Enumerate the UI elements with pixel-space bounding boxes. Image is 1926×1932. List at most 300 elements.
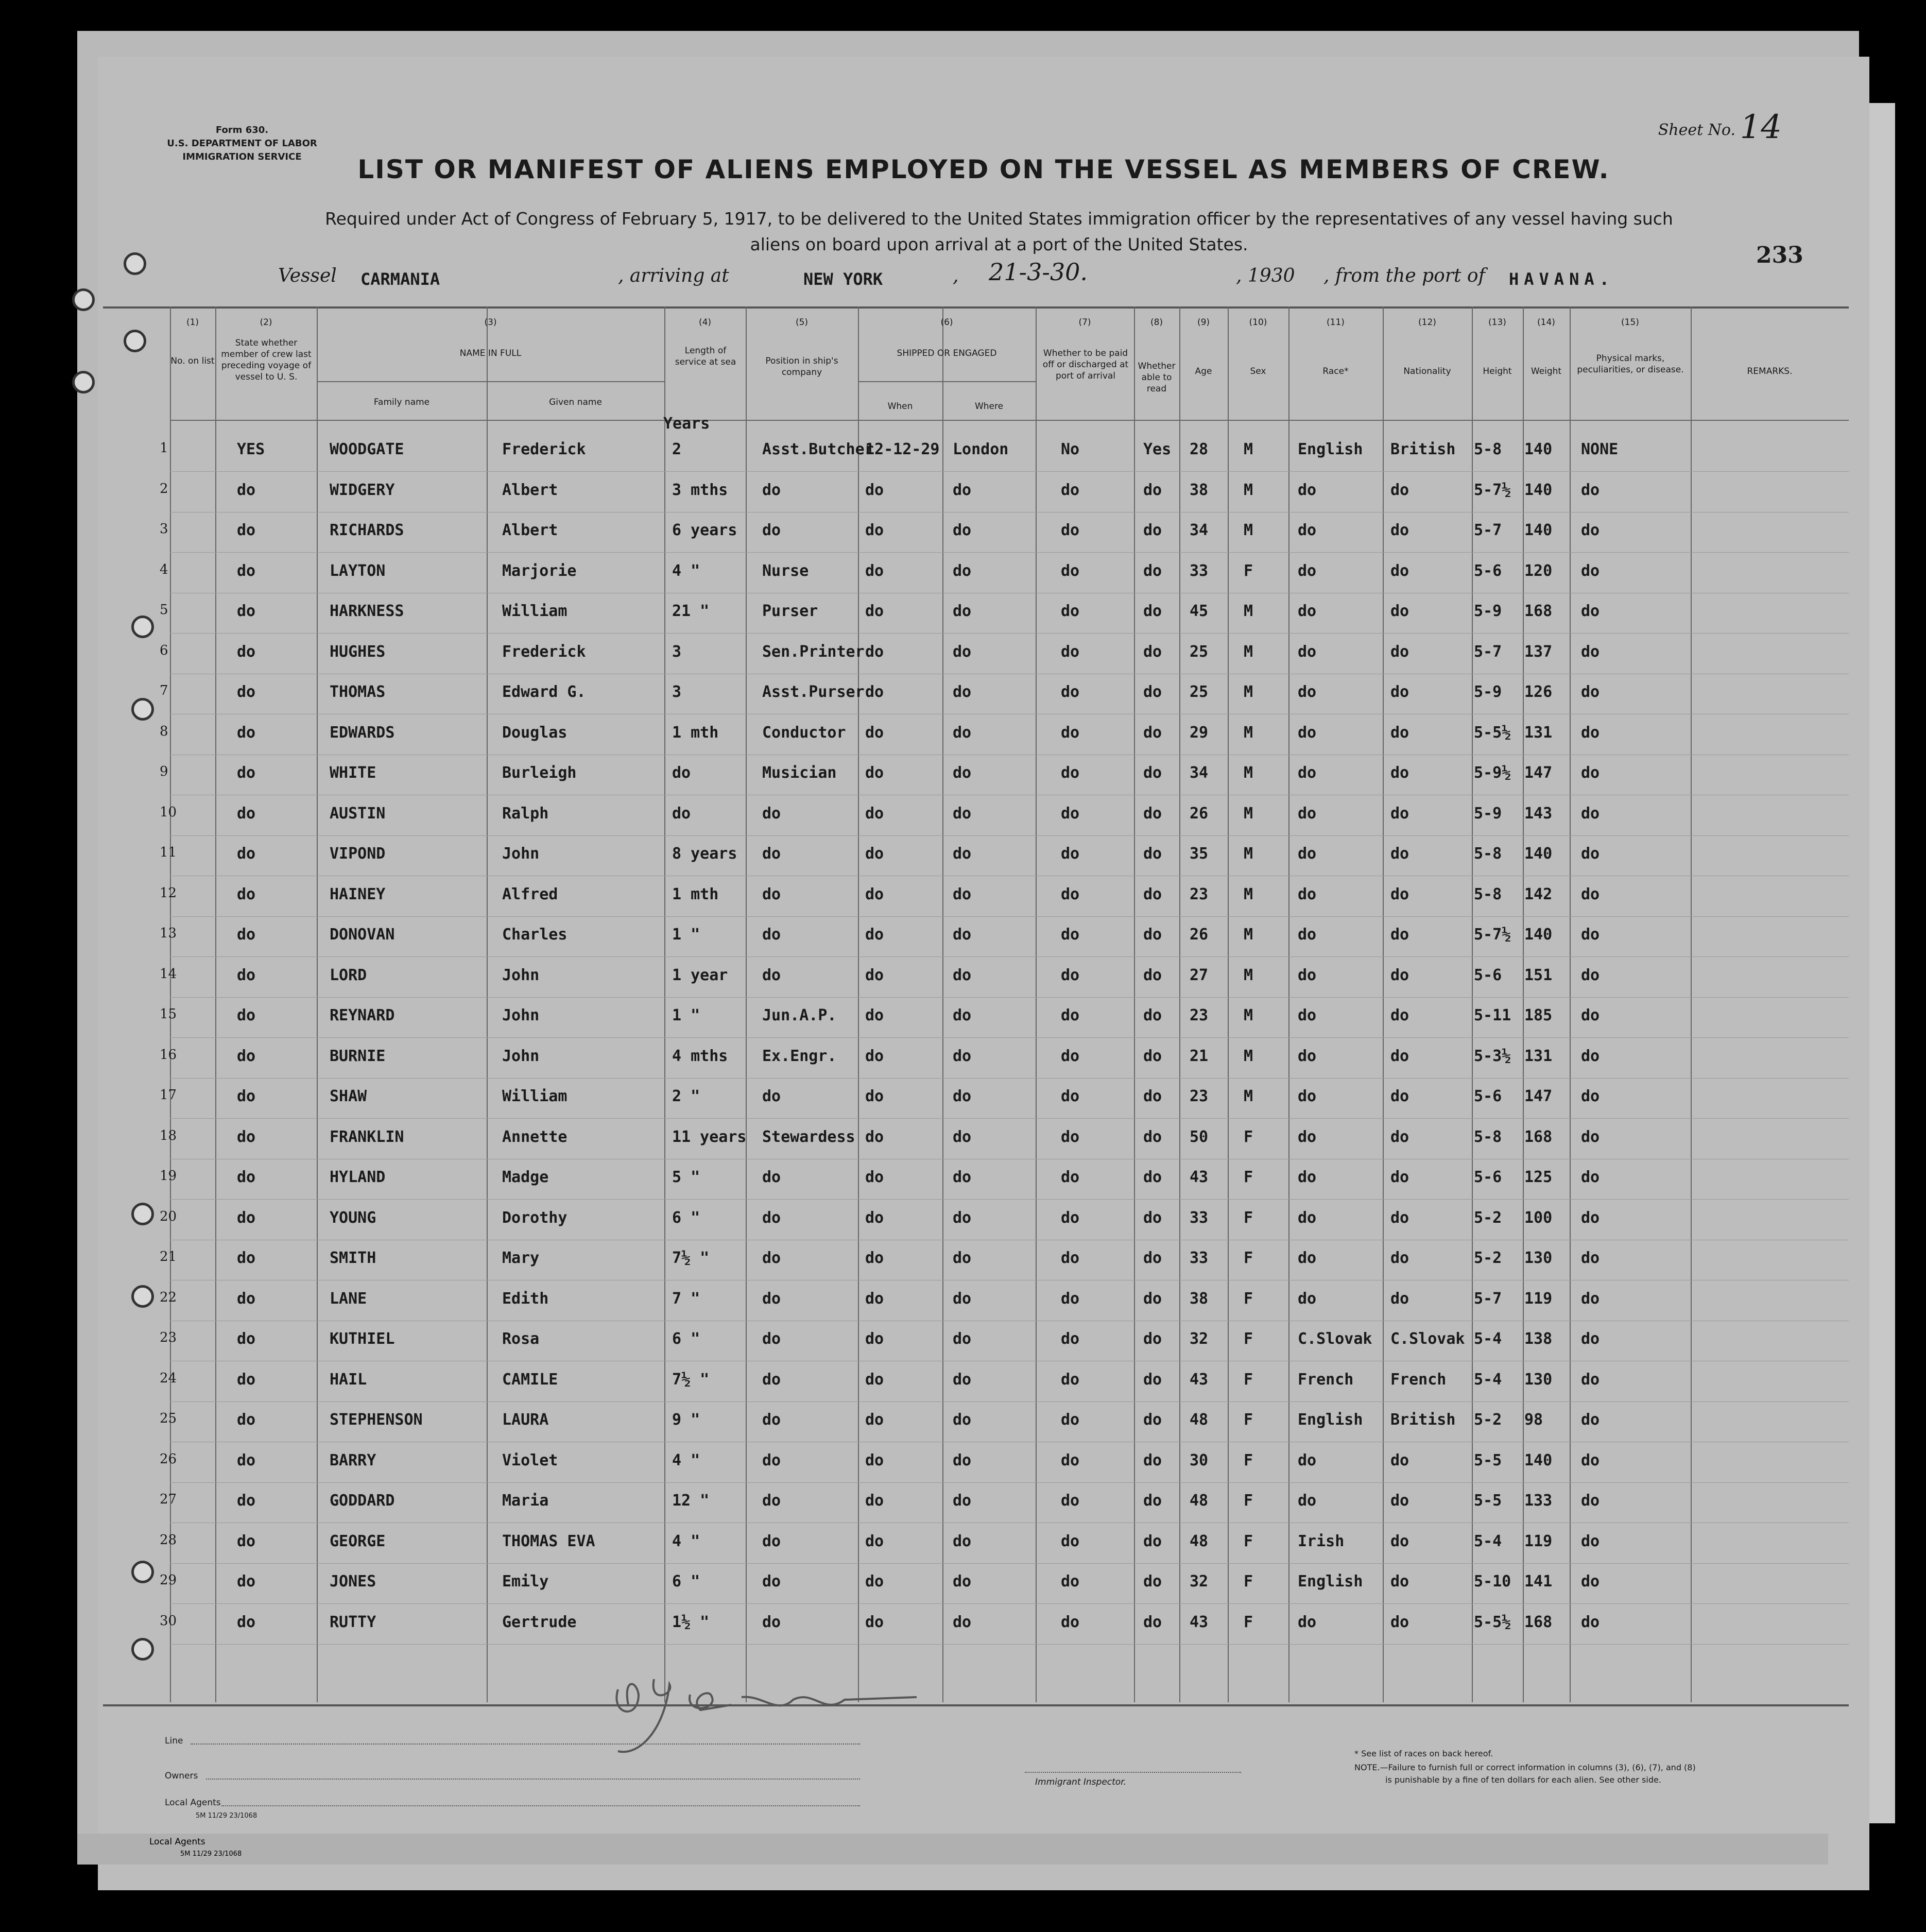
position: do bbox=[762, 804, 781, 823]
able-to-read: do bbox=[1143, 845, 1162, 863]
family-name: BARRY bbox=[330, 1451, 376, 1469]
race: French bbox=[1298, 1370, 1354, 1389]
height: 5-2 bbox=[1474, 1208, 1502, 1227]
position: Asst.Butcher bbox=[762, 440, 874, 458]
race: do bbox=[1298, 926, 1317, 944]
family-name: GODDARD bbox=[330, 1492, 395, 1510]
shipped-where: do bbox=[953, 1330, 972, 1348]
sex: M bbox=[1244, 1006, 1253, 1024]
able-to-read: do bbox=[1143, 1451, 1162, 1469]
comma: , bbox=[953, 265, 959, 286]
shipped-where: do bbox=[953, 1249, 972, 1267]
page-title: LIST OR MANIFEST OF ALIENS EMPLOYED ON THE VESSEL AS MEMBERS OF CREW. bbox=[357, 155, 1610, 184]
weight: 140 bbox=[1524, 845, 1553, 863]
row-number: 16 bbox=[160, 1047, 177, 1063]
age: 48 bbox=[1190, 1411, 1209, 1429]
shipped-where: do bbox=[953, 683, 972, 701]
physical-marks: do bbox=[1581, 561, 1600, 580]
position: do bbox=[762, 1411, 781, 1429]
shipped-where: do bbox=[953, 1451, 972, 1469]
weight: 151 bbox=[1524, 966, 1553, 984]
paid-off: do bbox=[1061, 1411, 1080, 1429]
row-rule bbox=[170, 1482, 1849, 1483]
given-name: Violet bbox=[502, 1451, 558, 1469]
nationality: do bbox=[1390, 885, 1409, 903]
physical-marks: do bbox=[1581, 1572, 1600, 1591]
member-status: do bbox=[237, 1047, 256, 1065]
nationality: do bbox=[1390, 1249, 1409, 1267]
table-row bbox=[98, 845, 1869, 886]
shipped-where: do bbox=[953, 1168, 972, 1186]
physical-marks: do bbox=[1581, 1492, 1600, 1510]
given-name: Albert bbox=[502, 521, 558, 539]
length-of-service: 7 " bbox=[672, 1289, 700, 1308]
age: 35 bbox=[1190, 845, 1209, 863]
position: do bbox=[762, 1289, 781, 1308]
owners-label: Owners bbox=[165, 1771, 198, 1781]
able-to-read: do bbox=[1143, 1208, 1162, 1227]
paid-off: do bbox=[1061, 885, 1080, 903]
given-name: William bbox=[502, 602, 568, 620]
physical-marks: do bbox=[1581, 1087, 1600, 1105]
member-status: do bbox=[237, 764, 256, 782]
race: English bbox=[1298, 440, 1363, 458]
row-number: 20 bbox=[160, 1208, 177, 1224]
table-row bbox=[98, 1451, 1869, 1493]
paid-off: do bbox=[1061, 764, 1080, 782]
row-rule bbox=[170, 1037, 1849, 1038]
row-number: 5 bbox=[160, 602, 168, 618]
length-of-service: 21 " bbox=[672, 602, 710, 620]
weight: 126 bbox=[1524, 683, 1553, 701]
position: do bbox=[762, 845, 781, 863]
paid-off: do bbox=[1061, 1127, 1080, 1146]
shipped-where: do bbox=[953, 642, 972, 661]
age: 33 bbox=[1190, 1249, 1209, 1267]
paid-off: do bbox=[1061, 845, 1080, 863]
line-field bbox=[191, 1743, 860, 1745]
nationality: do bbox=[1390, 926, 1409, 944]
race: do bbox=[1298, 1208, 1317, 1227]
physical-marks: do bbox=[1581, 481, 1600, 499]
paid-off: do bbox=[1061, 1208, 1080, 1227]
row-number: 12 bbox=[160, 885, 177, 901]
given-name: William bbox=[502, 1087, 568, 1105]
sex: M bbox=[1244, 764, 1253, 782]
able-to-read: do bbox=[1143, 1532, 1162, 1550]
physical-marks: do bbox=[1581, 1208, 1600, 1227]
physical-marks: NONE bbox=[1581, 440, 1619, 458]
height: 5-8 bbox=[1474, 845, 1502, 863]
position: Conductor bbox=[762, 723, 846, 742]
height: 5-9 bbox=[1474, 683, 1502, 701]
paid-off: do bbox=[1061, 481, 1080, 499]
header-when: When bbox=[887, 401, 913, 412]
given-name: John bbox=[502, 966, 540, 984]
paid-off: do bbox=[1061, 1249, 1080, 1267]
nationality: do bbox=[1390, 966, 1409, 984]
paid-off: No bbox=[1061, 440, 1080, 458]
shipped-where: do bbox=[953, 1613, 972, 1631]
nationality: do bbox=[1390, 521, 1409, 539]
weight: 120 bbox=[1524, 561, 1553, 580]
age: 23 bbox=[1190, 1006, 1209, 1024]
shipped-when: do bbox=[865, 1289, 884, 1308]
row-rule bbox=[170, 1644, 1849, 1645]
table-row bbox=[98, 1290, 1869, 1331]
able-to-read: do bbox=[1143, 1168, 1162, 1186]
race: do bbox=[1298, 1127, 1317, 1146]
row-rule bbox=[170, 997, 1849, 998]
length-of-service: 1 " bbox=[672, 926, 700, 944]
table-row bbox=[98, 1330, 1869, 1371]
height: 5-8 bbox=[1474, 1127, 1502, 1146]
position: Jun.A.P. bbox=[762, 1006, 837, 1024]
given-name: Albert bbox=[502, 481, 558, 499]
age: 33 bbox=[1190, 561, 1209, 580]
physical-marks: do bbox=[1581, 1411, 1600, 1429]
length-of-service: 7½ " bbox=[672, 1249, 710, 1267]
given-name: Rosa bbox=[502, 1330, 540, 1348]
sex: M bbox=[1244, 683, 1253, 701]
given-name: CAMILE bbox=[502, 1370, 558, 1389]
note-line-1: NOTE.—Failure to furnish full or correct information in columns (3), (6), (7), and (8) bbox=[1354, 1763, 1696, 1772]
table-row bbox=[98, 885, 1869, 927]
weight: 185 bbox=[1524, 1006, 1553, 1024]
physical-marks: do bbox=[1581, 521, 1600, 539]
column-number: (14) bbox=[1537, 317, 1555, 328]
shipped-when: do bbox=[865, 1451, 884, 1469]
height: 5-10 bbox=[1474, 1572, 1511, 1591]
position: do bbox=[762, 1572, 781, 1591]
race: do bbox=[1298, 1168, 1317, 1186]
punch-hole bbox=[124, 252, 146, 275]
paid-off: do bbox=[1061, 1492, 1080, 1510]
sex: M bbox=[1244, 1087, 1253, 1105]
shipped-when: do bbox=[865, 1006, 884, 1024]
shipped-where: do bbox=[953, 481, 972, 499]
nationality: do bbox=[1390, 1572, 1409, 1591]
member-status: do bbox=[237, 885, 256, 903]
family-name: REYNARD bbox=[330, 1006, 395, 1024]
age: 25 bbox=[1190, 683, 1209, 701]
position: Sen.Printer bbox=[762, 642, 865, 661]
nationality: French bbox=[1390, 1370, 1447, 1389]
nationality: do bbox=[1390, 845, 1409, 863]
header-physical-marks: Physical marks, peculiarities, or disease. bbox=[1577, 353, 1684, 375]
table-row bbox=[98, 521, 1869, 562]
family-name: BURNIE bbox=[330, 1047, 386, 1065]
weight: 140 bbox=[1524, 440, 1553, 458]
vessel-name: CARMANIA bbox=[360, 269, 440, 289]
position: do bbox=[762, 1532, 781, 1550]
shipped-where: do bbox=[953, 1411, 972, 1429]
shipped-when: do bbox=[865, 521, 884, 539]
family-name: HYLAND bbox=[330, 1168, 386, 1186]
row-number: 7 bbox=[160, 683, 168, 698]
column-number: (1) bbox=[186, 317, 199, 328]
height: 5-7½ bbox=[1474, 481, 1511, 499]
age: 25 bbox=[1190, 642, 1209, 661]
nationality: C.Slovak bbox=[1390, 1330, 1465, 1348]
nationality: do bbox=[1390, 723, 1409, 742]
nationality: do bbox=[1390, 804, 1409, 823]
nationality: British bbox=[1390, 1411, 1456, 1429]
paid-off: do bbox=[1061, 1613, 1080, 1631]
sex: M bbox=[1244, 481, 1253, 499]
row-number: 26 bbox=[160, 1451, 177, 1467]
name-subheader-rule bbox=[317, 381, 664, 382]
sex: M bbox=[1244, 723, 1253, 742]
sex: F bbox=[1244, 1451, 1253, 1469]
row-number: 2 bbox=[160, 481, 168, 497]
table-row bbox=[98, 602, 1869, 643]
age: 30 bbox=[1190, 1451, 1209, 1469]
age: 29 bbox=[1190, 723, 1209, 742]
member-status: do bbox=[237, 481, 256, 499]
physical-marks: do bbox=[1581, 642, 1600, 661]
member-status: do bbox=[237, 804, 256, 823]
row-number: 25 bbox=[160, 1411, 177, 1426]
sex: M bbox=[1244, 642, 1253, 661]
table-row bbox=[98, 1572, 1869, 1614]
length-of-service: 1 year bbox=[672, 966, 728, 984]
position: do bbox=[762, 885, 781, 903]
family-name: AUSTIN bbox=[330, 804, 386, 823]
record-code: 233 bbox=[1756, 242, 1803, 268]
weight: 131 bbox=[1524, 723, 1553, 742]
shipped-where: do bbox=[953, 602, 972, 620]
sex: F bbox=[1244, 1330, 1253, 1348]
local-agents-field bbox=[221, 1805, 860, 1806]
age: 23 bbox=[1190, 1087, 1209, 1105]
shipped-when: do bbox=[865, 885, 884, 903]
race: do bbox=[1298, 1451, 1317, 1469]
weight: 125 bbox=[1524, 1168, 1553, 1186]
shipped-when: do bbox=[865, 1370, 884, 1389]
row-rule bbox=[170, 1563, 1849, 1564]
physical-marks: do bbox=[1581, 683, 1600, 701]
position: Stewardess bbox=[762, 1127, 855, 1146]
shipped-when: do bbox=[865, 1492, 884, 1510]
header-height: Height bbox=[1483, 366, 1512, 377]
sheet-number-label: Sheet No. bbox=[1658, 121, 1735, 139]
length-of-service: 2 bbox=[672, 440, 682, 458]
race: do bbox=[1298, 885, 1317, 903]
punch-hole bbox=[72, 371, 95, 394]
sex: M bbox=[1244, 845, 1253, 863]
member-status: do bbox=[237, 521, 256, 539]
inspector-label: Immigrant Inspector. bbox=[1035, 1777, 1127, 1787]
table-row bbox=[98, 1128, 1869, 1169]
nationality: do bbox=[1390, 764, 1409, 782]
family-name: DONOVAN bbox=[330, 926, 395, 944]
weight: 147 bbox=[1524, 764, 1553, 782]
weight: 130 bbox=[1524, 1249, 1553, 1267]
weight: 138 bbox=[1524, 1330, 1553, 1348]
weight: 140 bbox=[1524, 926, 1553, 944]
inspector-signature bbox=[608, 1659, 937, 1762]
shipped-where: do bbox=[953, 804, 972, 823]
able-to-read: do bbox=[1143, 1047, 1162, 1065]
race: do bbox=[1298, 561, 1317, 580]
physical-marks: do bbox=[1581, 845, 1600, 863]
height: 5-7 bbox=[1474, 1289, 1502, 1308]
paid-off: do bbox=[1061, 1006, 1080, 1024]
age: 23 bbox=[1190, 885, 1209, 903]
shipped-when: do bbox=[865, 764, 884, 782]
given-name: John bbox=[502, 1006, 540, 1024]
shipped-when: do bbox=[865, 845, 884, 863]
member-status: do bbox=[237, 602, 256, 620]
sex: F bbox=[1244, 1370, 1253, 1389]
table-row bbox=[98, 926, 1869, 967]
length-of-service: 7½ " bbox=[672, 1370, 710, 1389]
race: do bbox=[1298, 966, 1317, 984]
print-code: 5M 11/29 23/1068 bbox=[196, 1812, 257, 1820]
sheet-number: 14 bbox=[1740, 108, 1782, 146]
table-row bbox=[98, 562, 1869, 603]
height: 5-4 bbox=[1474, 1532, 1502, 1550]
header-family-name: Family name bbox=[373, 397, 430, 407]
height: 5-7 bbox=[1474, 521, 1502, 539]
vessel-line bbox=[278, 258, 1772, 296]
paid-off: do bbox=[1061, 642, 1080, 661]
row-number: 19 bbox=[160, 1168, 177, 1184]
table-row bbox=[98, 1168, 1869, 1209]
nationality: do bbox=[1390, 1613, 1409, 1631]
shipped-when: do bbox=[865, 804, 884, 823]
nationality: do bbox=[1390, 1208, 1409, 1227]
weight: 133 bbox=[1524, 1492, 1553, 1510]
race: do bbox=[1298, 642, 1317, 661]
subtitle-line-1: Required under Act of Congress of February 5, 1917, to be delivered to the United States immigration officer by the representatives of any vessel having such bbox=[325, 209, 1673, 229]
table-row bbox=[98, 724, 1869, 765]
table-row bbox=[98, 966, 1869, 1007]
given-name: Ralph bbox=[502, 804, 549, 823]
given-name: Annette bbox=[502, 1127, 568, 1146]
header-sex: Sex bbox=[1250, 366, 1266, 377]
column-number: (2) bbox=[260, 317, 272, 328]
nationality: do bbox=[1390, 481, 1409, 499]
weight: 168 bbox=[1524, 1613, 1553, 1631]
position: Nurse bbox=[762, 561, 809, 580]
column-number: (12) bbox=[1418, 317, 1436, 328]
able-to-read: do bbox=[1143, 1613, 1162, 1631]
position: do bbox=[762, 966, 781, 984]
sex: F bbox=[1244, 1289, 1253, 1308]
age: 34 bbox=[1190, 521, 1209, 539]
member-status: do bbox=[237, 926, 256, 944]
given-name: Maria bbox=[502, 1492, 549, 1510]
family-name: HUGHES bbox=[330, 642, 386, 661]
column-number: (3) bbox=[484, 317, 497, 328]
row-number: 10 bbox=[160, 804, 177, 820]
shipped-where: do bbox=[953, 723, 972, 742]
table-row bbox=[98, 683, 1869, 724]
department-name: U.S. DEPARTMENT OF LABOR bbox=[167, 138, 317, 149]
age: 45 bbox=[1190, 602, 1209, 620]
nationality: do bbox=[1390, 602, 1409, 620]
given-name: John bbox=[502, 1047, 540, 1065]
sex: F bbox=[1244, 1613, 1253, 1631]
given-name: Frederick bbox=[502, 440, 586, 458]
length-of-service: 6 years bbox=[672, 521, 737, 539]
physical-marks: do bbox=[1581, 1047, 1600, 1065]
row-number: 23 bbox=[160, 1330, 177, 1345]
family-name: FRANKLIN bbox=[330, 1127, 404, 1146]
member-status: do bbox=[237, 1613, 256, 1631]
weight: 119 bbox=[1524, 1289, 1553, 1308]
column-number: (7) bbox=[1078, 317, 1091, 328]
height: 5-6 bbox=[1474, 1087, 1502, 1105]
sex: M bbox=[1244, 804, 1253, 823]
shipped-where: do bbox=[953, 521, 972, 539]
family-name: YOUNG bbox=[330, 1208, 376, 1227]
family-name: WOODGATE bbox=[330, 440, 404, 458]
given-name: Charles bbox=[502, 926, 568, 944]
row-number: 1 bbox=[160, 440, 168, 456]
member-status: do bbox=[237, 1006, 256, 1024]
member-status: do bbox=[237, 723, 256, 742]
inspector-field bbox=[1025, 1772, 1241, 1773]
length-of-service: 6 " bbox=[672, 1208, 700, 1227]
shipped-where: do bbox=[953, 1572, 972, 1591]
family-name: WIDGERY bbox=[330, 481, 395, 499]
arrival-port: NEW YORK bbox=[803, 269, 883, 289]
length-of-service: do bbox=[672, 764, 691, 782]
shipped-where: do bbox=[953, 764, 972, 782]
weight: 137 bbox=[1524, 642, 1553, 661]
row-number: 24 bbox=[160, 1370, 177, 1386]
header-given-name: Given name bbox=[549, 397, 602, 407]
age: 38 bbox=[1190, 481, 1209, 499]
length-of-service: 4 " bbox=[672, 561, 700, 580]
age: 28 bbox=[1190, 440, 1209, 458]
row-number: 9 bbox=[160, 764, 168, 779]
table-row bbox=[98, 764, 1869, 805]
nationality: do bbox=[1390, 1127, 1409, 1146]
physical-marks: do bbox=[1581, 764, 1600, 782]
member-status: do bbox=[237, 1208, 256, 1227]
family-name: VIPOND bbox=[330, 845, 386, 863]
shipped-when: do bbox=[865, 1087, 884, 1105]
member-status: do bbox=[237, 683, 256, 701]
weight: 131 bbox=[1524, 1047, 1553, 1065]
sex: F bbox=[1244, 1411, 1253, 1429]
nationality: British bbox=[1390, 440, 1456, 458]
height: 5-3½ bbox=[1474, 1047, 1511, 1065]
family-name: SMITH bbox=[330, 1249, 376, 1267]
age: 34 bbox=[1190, 764, 1209, 782]
race: C.Slovak bbox=[1298, 1330, 1372, 1348]
paid-off: do bbox=[1061, 1289, 1080, 1308]
column-number: (5) bbox=[795, 317, 809, 328]
physical-marks: do bbox=[1581, 966, 1600, 984]
paid-off: do bbox=[1061, 602, 1080, 620]
height: 5-6 bbox=[1474, 1168, 1502, 1186]
sex: M bbox=[1244, 602, 1253, 620]
race: do bbox=[1298, 481, 1317, 499]
paid-off: do bbox=[1061, 1087, 1080, 1105]
age: 50 bbox=[1190, 1127, 1209, 1146]
length-of-service: 8 years bbox=[672, 845, 737, 863]
header-paid-off: Whether to be paid off or discharged at port of arrival bbox=[1042, 348, 1129, 381]
shipped-where: do bbox=[953, 561, 972, 580]
header-name-in-full: NAME IN FULL bbox=[459, 348, 522, 358]
position: do bbox=[762, 1208, 781, 1227]
age: 27 bbox=[1190, 966, 1209, 984]
